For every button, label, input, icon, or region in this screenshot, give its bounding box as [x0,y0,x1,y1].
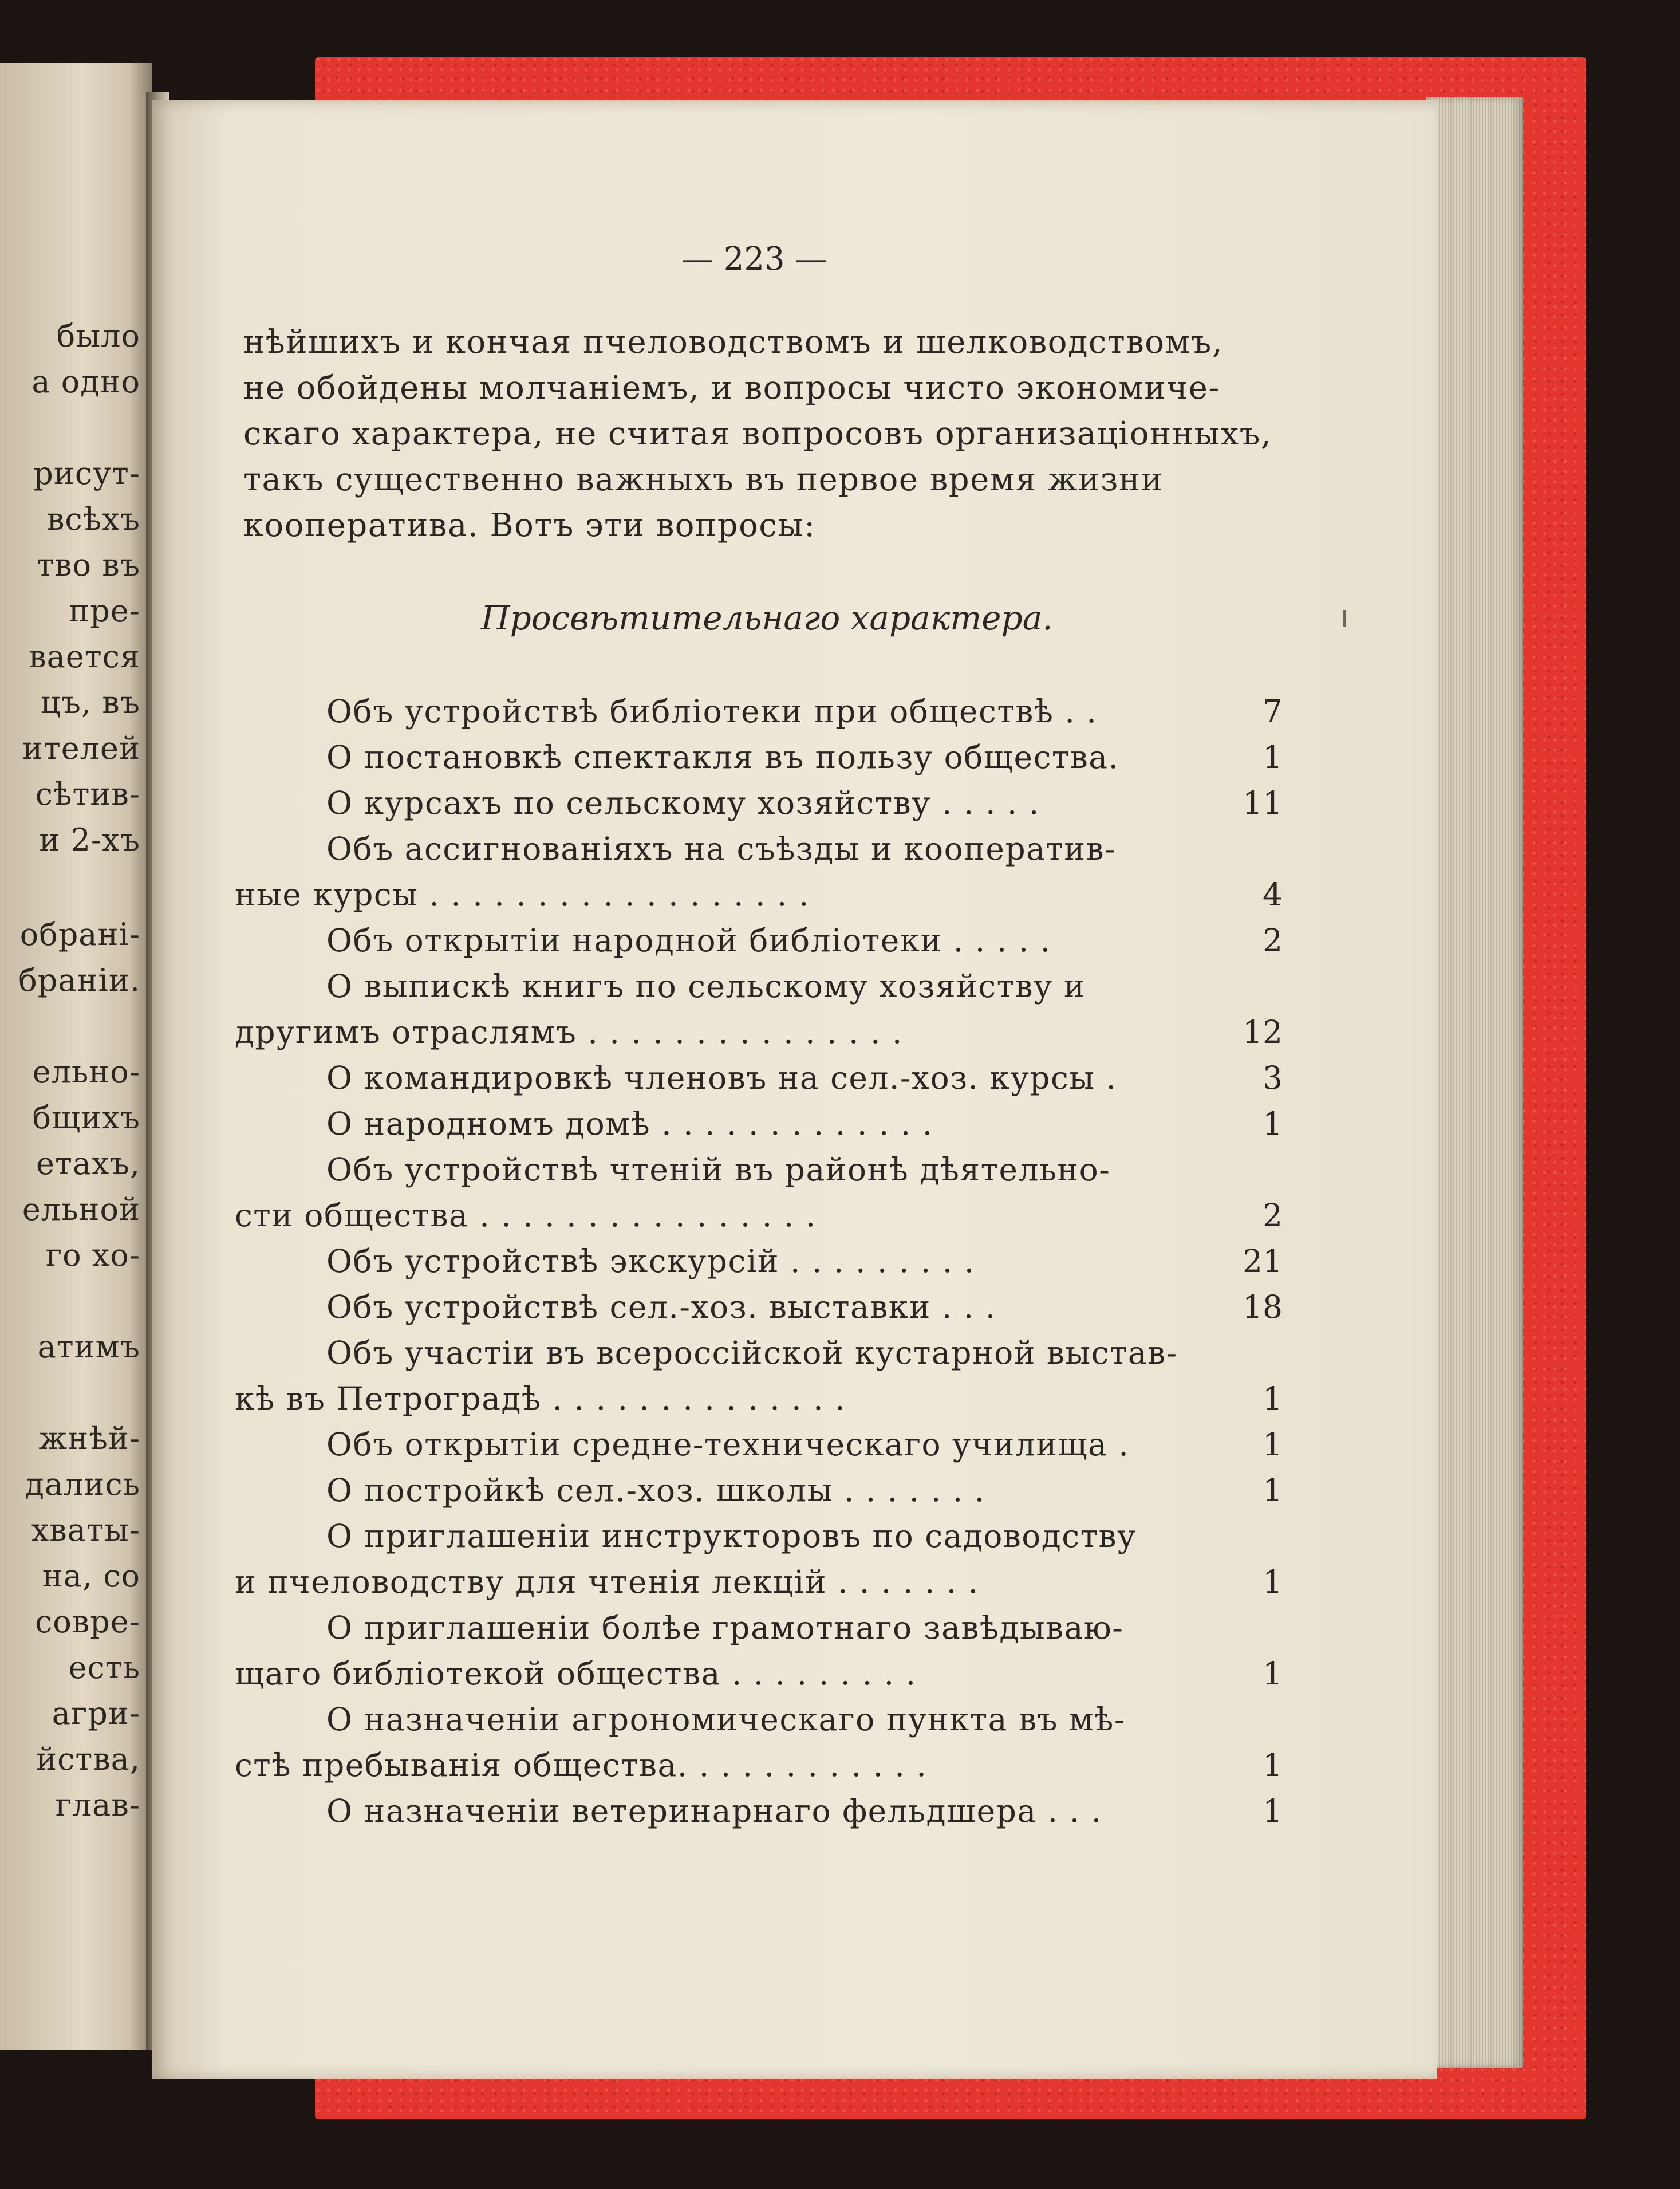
left-page-line: обрані- [19,916,140,952]
item-count: 1 [1263,1472,1283,1509]
list-item [235,876,1283,922]
item-text: Объ устройствѣ чтеній въ районѣ дѣятельно- [326,1151,1111,1188]
item-count: 1 [1263,1564,1283,1600]
left-page-line: етахъ, [36,1145,140,1182]
list-item [235,830,1283,876]
item-text: О постановкѣ спектакля въ пользу общества. [326,739,1119,775]
item-text: щаго библіотекой общества . . . . . . . . . [235,1655,917,1692]
left-page-line: и 2-хъ [39,822,140,858]
left-page-line: глав- [55,1787,140,1823]
item-count: 1 [1263,1380,1283,1417]
list-item [235,1747,1283,1793]
item-text: О постройкѣ сел.-хоз. школы . . . . . . . [326,1472,985,1509]
list-item [235,1243,1283,1289]
list-item [235,1380,1283,1426]
list-item [235,968,1283,1014]
list-item [235,1014,1283,1060]
left-page-line: йства, [36,1741,140,1777]
list-item [235,1426,1283,1472]
body-text-line: скаго характера, не считая вопросовъ организаціонныхъ, [243,415,1272,452]
item-text: Объ устройствѣ экскурсій . . . . . . . . . [326,1243,975,1279]
item-text: О народномъ домѣ . . . . . . . . . . . . . [326,1105,933,1142]
page-number: — 223 — [681,241,827,278]
left-page-line: на, со [42,1558,140,1594]
item-text: О приглашеніи инструкторовъ по садоводству [326,1518,1137,1554]
list-item [235,693,1283,739]
left-page [0,63,152,2050]
item-count: 1 [1263,1655,1283,1692]
left-page-line: атимъ [37,1329,140,1365]
page-speck [1343,610,1346,627]
item-count: 18 [1243,1289,1283,1325]
list-item [235,1289,1283,1334]
page-edges [1426,97,1523,2068]
body-text-line: такъ существенно важныхъ въ первое время жизни [243,461,1164,498]
left-page-line: цъ, въ [40,684,140,721]
item-count: 7 [1263,693,1283,730]
left-page-line: а одно [31,364,140,400]
list-item [235,1518,1283,1564]
left-page-line: пре- [69,593,140,629]
left-page-line: было [56,318,140,354]
list-item [235,922,1283,968]
left-page-line: вается [29,639,140,675]
item-text: Объ открытіи средне-техническаго училища . [326,1426,1130,1463]
item-text: кѣ въ Петроградѣ . . . . . . . . . . . . . . [235,1380,846,1417]
left-page-line: ельно- [32,1054,140,1090]
list-item [235,1105,1283,1151]
item-text: О приглашеніи болѣе грамотнаго завѣдываю- [326,1609,1124,1646]
list-item [235,1701,1283,1747]
body-text-line: кооператива. Вотъ эти вопросы: [243,507,816,544]
left-page-line: сѣтив- [35,776,140,812]
list-item [235,739,1283,785]
left-page-line: бщихъ [32,1100,140,1136]
left-page-line: жнѣй- [38,1420,140,1456]
item-count: 1 [1263,1793,1283,1829]
item-count: 2 [1263,1197,1283,1234]
item-text: О курсахъ по сельскому хозяйству . . . . . [326,785,1040,821]
left-page-line: всѣхъ [46,501,140,537]
item-text: Объ устройствѣ сел.-хоз. выставки . . . [326,1289,996,1325]
item-text: сти общества . . . . . . . . . . . . . . . . [235,1197,817,1234]
item-text: Объ ассигнованіяхъ на съѣзды и кооператив- [326,830,1117,867]
list-item [235,785,1283,830]
left-page-line: агри- [52,1695,140,1731]
item-count: 12 [1243,1014,1283,1050]
item-count: 21 [1243,1243,1283,1279]
item-count: 1 [1263,1105,1283,1142]
item-count: 11 [1243,785,1283,821]
list-item [235,1609,1283,1655]
item-count: 1 [1263,1747,1283,1784]
list-item [235,1334,1283,1380]
item-text: Объ открытіи народной библіотеки . . . . . [326,922,1051,959]
list-item [235,1060,1283,1105]
list-item [235,1564,1283,1609]
left-page-line: хваты- [31,1512,140,1548]
left-page-line: браніи. [18,962,140,998]
left-page-line: ельной [22,1191,140,1227]
left-page-line: ителей [22,730,140,766]
item-count: 4 [1263,876,1283,913]
item-text: О командировкѣ членовъ на сел.-хоз. курсы . [326,1060,1117,1096]
item-text: О выпискѣ книгъ по сельскому хозяйству и [326,968,1086,1005]
left-page-line: рисут- [33,455,140,491]
list-item [235,1472,1283,1518]
left-page-line: есть [68,1649,140,1686]
left-page-line: тво въ [37,547,140,583]
body-text-line: нѣйшихъ и кончая пчеловодствомъ и шелководствомъ, [243,324,1224,361]
item-text: Объ участіи въ всероссійской кустарной выстав- [326,1334,1178,1371]
list-item [235,1793,1283,1838]
item-count: 3 [1263,1060,1283,1096]
list-item [235,1151,1283,1197]
left-page-line: дались [25,1466,140,1502]
list-item [235,1655,1283,1701]
item-text: Объ устройствѣ библіотеки при обществѣ . . [326,693,1098,730]
list-item [235,1197,1283,1243]
body-text-line: не обойдены молчаніемъ, и вопросы чисто экономиче- [243,369,1220,407]
section-title: Просвѣтительнаго характера. [481,599,1053,637]
item-count: 1 [1263,739,1283,775]
item-count: 1 [1263,1426,1283,1463]
item-text: и пчеловодству для чтенія лекцій . . . . . . . [235,1564,979,1600]
left-page-line: совре- [35,1604,140,1640]
item-text: другимъ отраслямъ . . . . . . . . . . . . . . . [235,1014,903,1050]
item-text: стѣ пребыванія общества. . . . . . . . . . . . [235,1747,928,1784]
left-page-line: го хо- [45,1237,140,1273]
item-count: 2 [1263,922,1283,959]
item-text: ные курсы . . . . . . . . . . . . . . . . . . [235,876,810,913]
item-text: О назначеніи ветеринарнаго фельдшера . . . [326,1793,1102,1829]
item-text: О назначеніи агрономическаго пункта въ мѣ- [326,1701,1126,1738]
